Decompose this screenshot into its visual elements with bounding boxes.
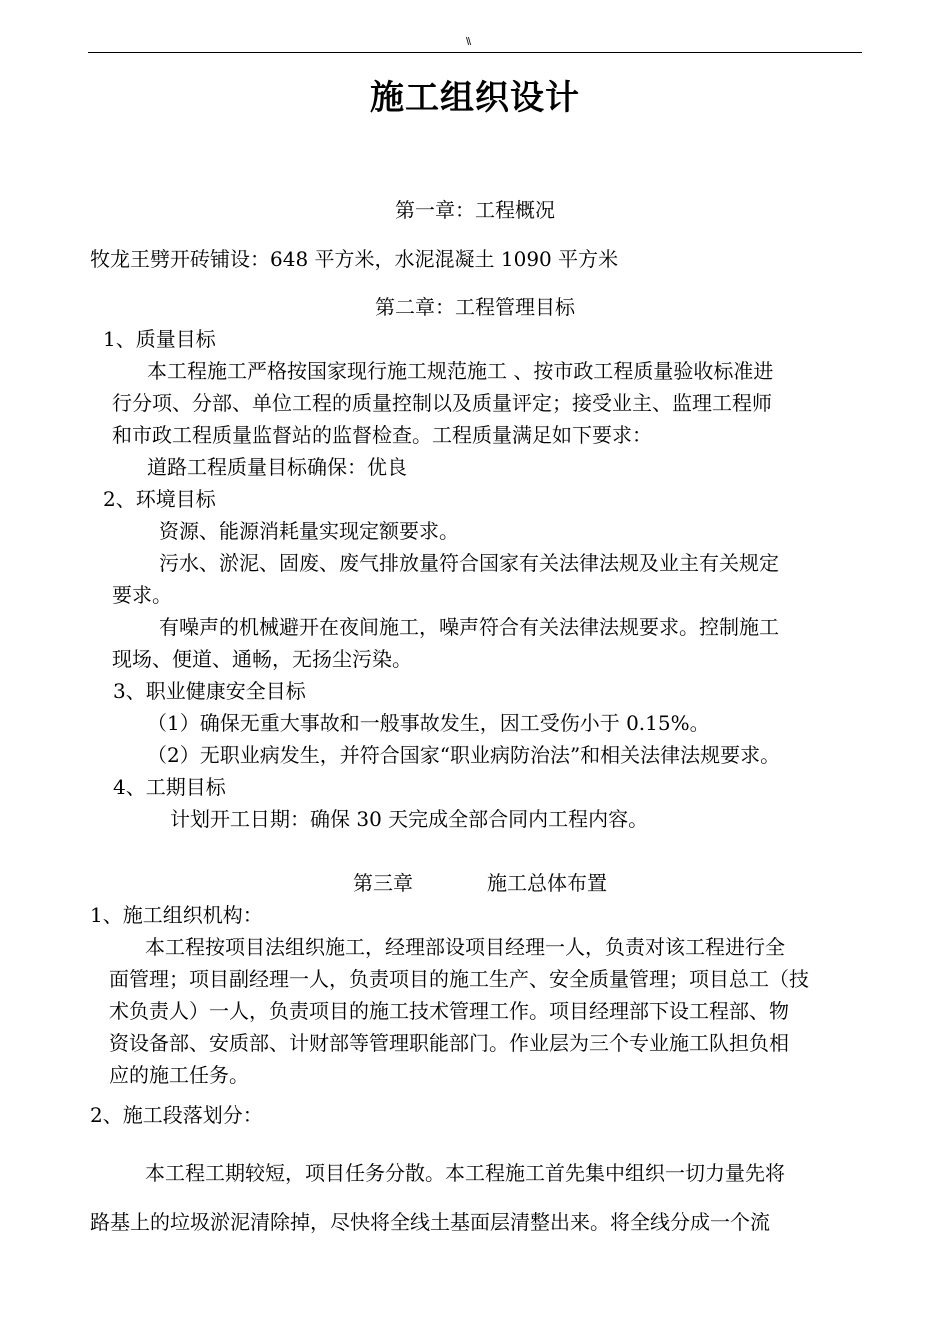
organization-title: 1、施工组织机构： xyxy=(90,903,263,927)
paragraph-line: 本工程施工严格按国家现行施工规范施工 、按市政工程质量验收标准进 xyxy=(147,359,774,383)
paragraph-line: 现场、便道、通畅，无扬尘污染。 xyxy=(112,647,412,671)
environment-target-title: 2、环境目标 xyxy=(103,487,216,511)
paragraph-line: （2）无职业病发生，并符合国家“职业病防治法”和相关法律法规要求。 xyxy=(147,743,781,767)
chapter-1-text: 牧龙王劈开砖铺设：648 平方米，水泥混凝土 1090 平方米 xyxy=(90,247,619,271)
paragraph-line: 本工程工期较短，项目任务分散。本工程施工首先集中组织一切力量先将 xyxy=(145,1161,785,1185)
paragraph-line: 要求。 xyxy=(112,583,172,607)
paragraph-line: （1）确保无重大事故和一般事故发生，因工受伤小于 0.15%。 xyxy=(147,711,710,735)
paragraph-line: 术负责人）一人，负责项目的施工技术管理工作。项目经理部下设工程部、物 xyxy=(109,999,789,1023)
paragraph-line: 污水、淤泥、固废、废气排放量符合国家有关法律法规及业主有关规定 xyxy=(159,551,779,575)
section-division-title: 2、施工段落划分： xyxy=(90,1103,263,1127)
chapter-1-heading: 第一章：工程概况 xyxy=(395,198,555,222)
schedule-target-title: 4、工期目标 xyxy=(113,775,226,799)
paragraph-line: 资源、能源消耗量实现定额要求。 xyxy=(159,519,459,543)
document-title: 施工组织设计 xyxy=(370,78,580,118)
paragraph-line: 本工程按项目法组织施工，经理部设项目经理一人，负责对该工程进行全 xyxy=(145,935,785,959)
header-rule xyxy=(88,52,862,53)
paragraph-line: 面管理；项目副经理一人，负责项目的施工生产、安全质量管理；项目总工（技 xyxy=(109,967,809,991)
safety-target-title: 3、职业健康安全目标 xyxy=(113,679,306,703)
paragraph-line: 和市政工程质量监督站的监督检查。工程质量满足如下要求： xyxy=(112,423,652,447)
paragraph-line: 路基上的垃圾淤泥清除掉，尽快将全线土基面层清整出来。将全线分成一个流 xyxy=(90,1210,770,1234)
chapter-3-heading: 施工总体布置 xyxy=(487,871,607,895)
paragraph-line: 行分项、分部、单位工程的质量控制以及质量评定；接受业主、监理工程师 xyxy=(112,391,772,415)
paragraph-line: 资设备部、安质部、计财部等管理职能部门。作业层为三个专业施工队担负相 xyxy=(109,1031,789,1055)
header-mark: \\ xyxy=(466,36,471,48)
chapter-3-number: 第三章 xyxy=(353,871,413,895)
chapter-2-heading: 第二章：工程管理目标 xyxy=(375,295,575,319)
paragraph-line: 应的施工任务。 xyxy=(109,1063,249,1087)
paragraph-line: 道路工程质量目标确保：优良 xyxy=(147,455,407,479)
quality-target-title: 1、质量目标 xyxy=(103,327,216,351)
paragraph-line: 有噪声的机械避开在夜间施工，噪声符合有关法律法规要求。控制施工 xyxy=(159,615,779,639)
paragraph-line: 计划开工日期：确保 30 天完成全部合同内工程内容。 xyxy=(170,807,649,831)
